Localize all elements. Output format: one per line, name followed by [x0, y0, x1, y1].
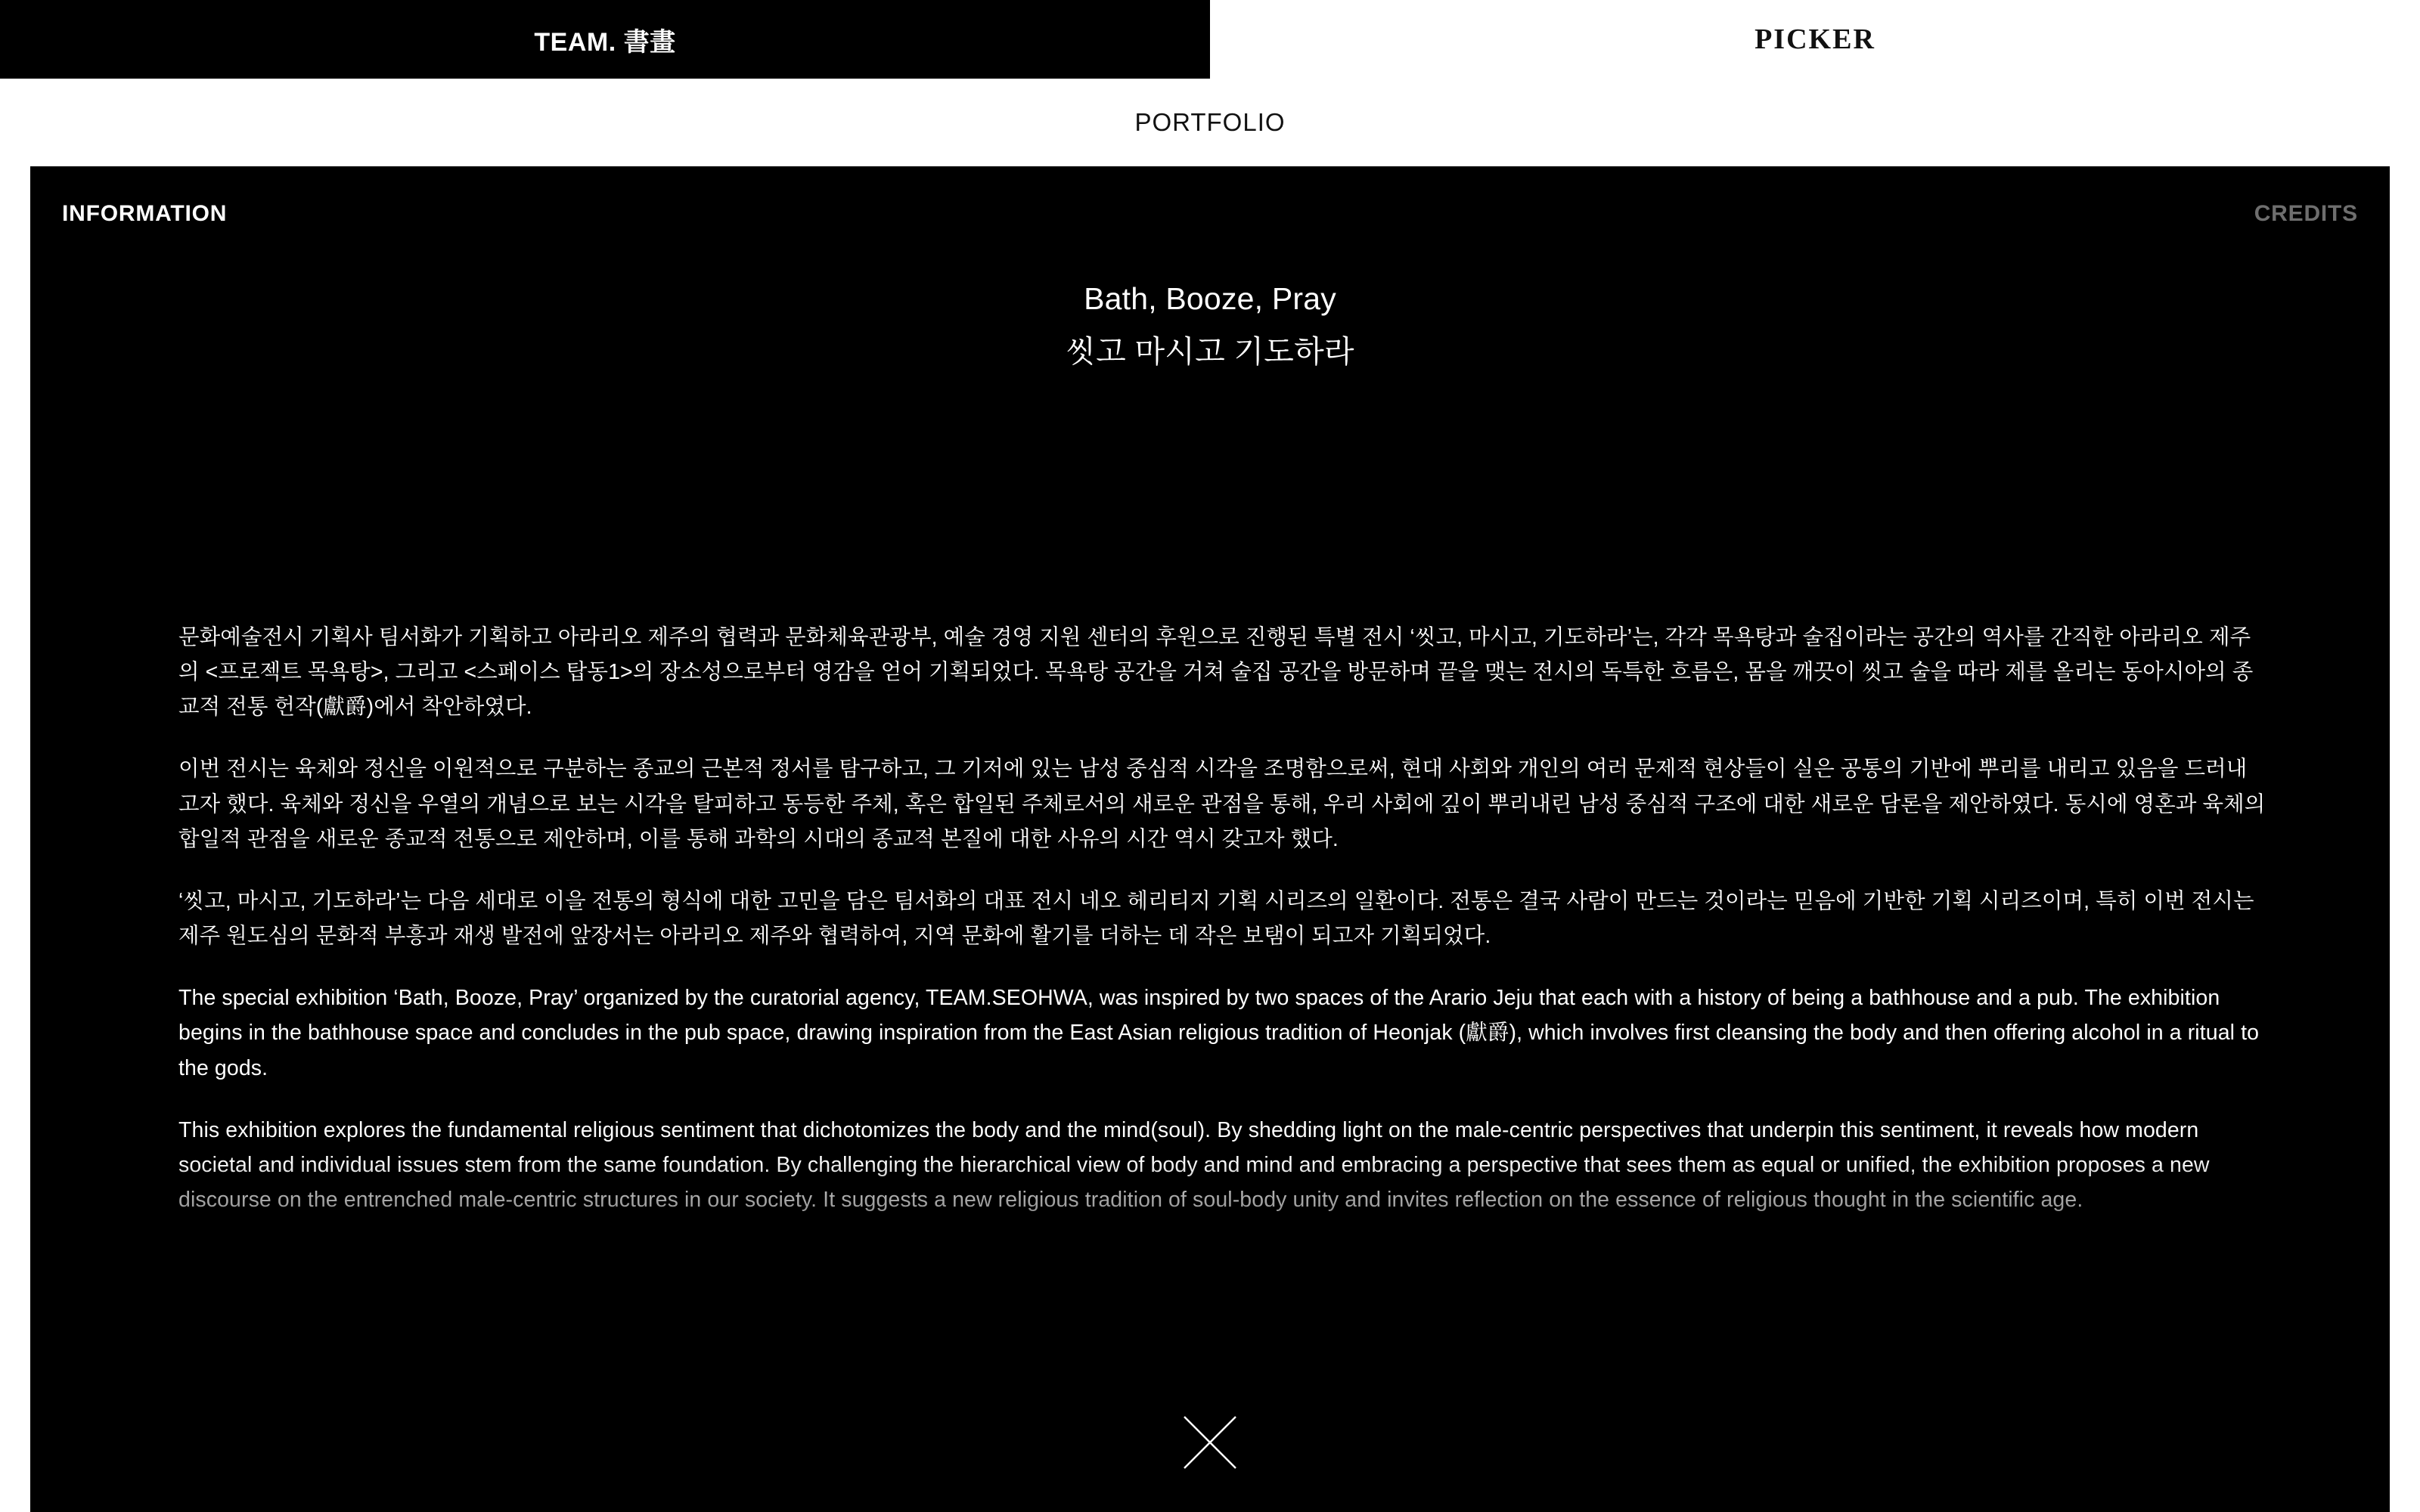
title-english: Bath, Booze, Pray [1084, 281, 1336, 316]
exhibition-title-block [30, 276, 2390, 375]
close-button[interactable] [30, 1414, 2390, 1471]
brand-picker[interactable]: PICKER [1754, 23, 1876, 55]
tab-credits[interactable]: CREDITS [2254, 201, 2358, 226]
title-korean: 씻고 마시고 기도하라 [1066, 333, 1354, 369]
close-icon [1181, 1414, 1239, 1471]
paragraph-ko-3: ‘씻고, 마시고, 기도하라’는 다음 세대로 이을 전통의 형식에 대한 고민을 담은 팀서화의 대표 전시 네오 헤리티지 기획 시리즈의 일환이다. 전통은 결국 사람이 만드는 것이라는 믿음에 기반한 기획 시리즈이며, 특히 이번 전시는 제주 원도심의 문화적 부흥과 재생 발전에 앞장서는 아라리오 제주와 협력하여, 지역 문화에 활기를 더하는 데 작은 보탬이 되고자 기획되었다. [178, 888, 2254, 949]
information-panel [30, 166, 2390, 1512]
paragraph-en-1: The special exhibition ‘Bath, Booze, Pray’ organized by the curatorial agency, TEAM.SEOHWA, was inspired by two spaces of the Arario Jeju that each with a history of being a bathhouse and a pub. The exhibition begins in the bathhouse space and concludes in the pub space, drawing inspiration from the East Asian religious tradition of Heonjak (獻爵), which involves first cleansing the body and then offering alcohol in a ritual to the gods. [178, 986, 2260, 1080]
paragraph-ko-2: 이번 전시는 육체와 정신을 이원적으로 구분하는 종교의 근본적 정서를 탐구하고, 그 기저에 있는 남성 중심적 시각을 조명함으로써, 현대 사회와 개인의 여러 문제적 현상들이 실은 공통의 기반에 뿌리를 내리고 있음을 드러내고자 했다. 육체와 정신을 우열의 개념으로 보는 시각을 탈피하고 동등한 주체, 혹은 합일된 주체로서의 새로운 관점을 통해, 우리 사회에 깊이 뿌리내린 남성 중심적 구조에 대한 새로운 담론을 제안하였다. 동시에 영혼과 육체의 합일적 관점을 새로운 종교적 전통으로 제안하며, 이를 통해 과학의 시대의 종교적 본질에 대한 사유의 시간 역시 갖고자 했다. [178, 757, 2266, 851]
nav-item-portfolio[interactable]: PORTFOLIO [1134, 108, 1286, 136]
panel-header [30, 195, 2390, 233]
portfolio-nav-strip [0, 79, 2420, 166]
paragraph-ko-1: 문화예술전시 기획사 팀서화가 기획하고 아라리오 제주의 협력과 문화체육관광부, 예술 경영 지원 센터의 후원으로 진행된 특별 전시 ‘씻고, 마시고, 기도하라’는, 각각 목욕탕과 술집이라는 공간의 역사를 간직한 아라리오 제주의 <프로젝트 목욕탕>, 그리고 <스페이스 탑동1>의 장소성으로부터 영감을 얻어 기획되었다. 목욕탕 공간을 거쳐 술집 공간을 방문하며 끝을 맺는 전시의 독특한 흐름은, 몸을 깨끗이 씻고 술을 따라 제를 올리는 동아시아의 종교적 전통 헌작(獻爵)에서 착안하였다. [178, 625, 2254, 720]
paragraph-en-2: This exhibition explores the fundamental religious sentiment that dichotomizes the body and the mind(soul). By shedding light on the male-centric perspectives that underpin this sentiment, it reveals how modern societal and individual issues stem from the same foundation. By challenging the hierarchical view of body and mind and embracing a perspective that sees them as equal or unified, the exhibition proposes a new discourse on the entrenched male-centric structures in our society. It suggests a new religious tradition of soul-body unity and invites reflection on the essence of religious thought in the scientific age. [178, 1113, 2266, 1217]
top-bar [0, 0, 2420, 79]
brand-team-seohwa[interactable]: TEAM. 書畫 [534, 27, 676, 57]
tab-information[interactable]: INFORMATION [62, 201, 228, 226]
exhibition-description [178, 620, 2266, 1244]
